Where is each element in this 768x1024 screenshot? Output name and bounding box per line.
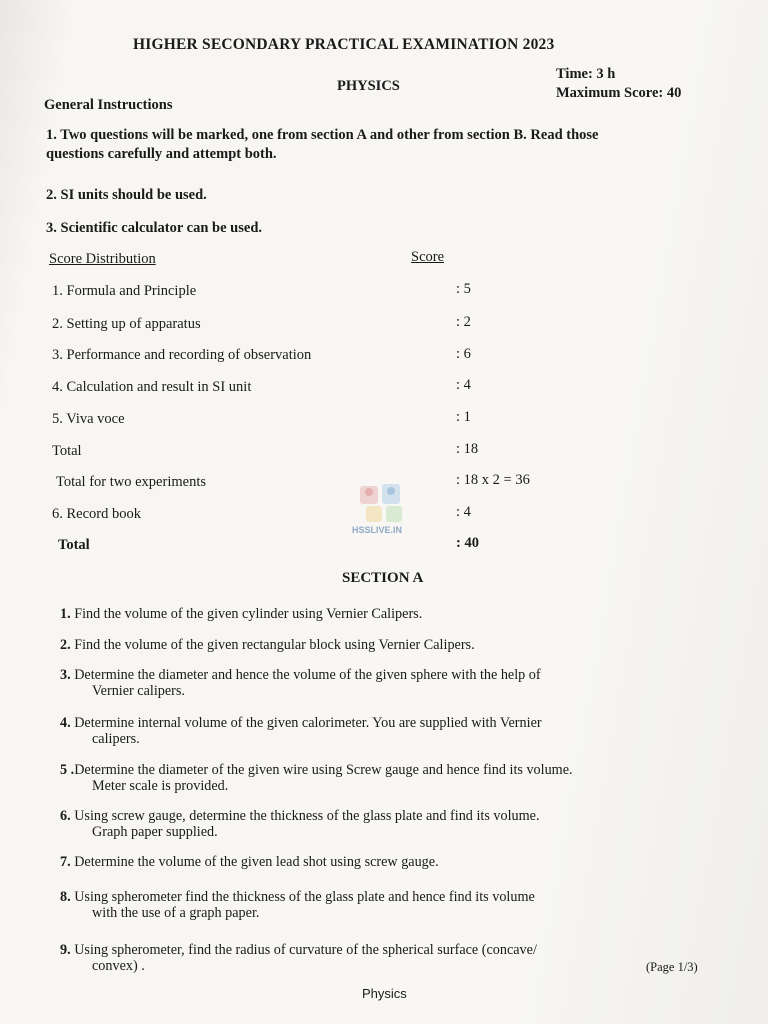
score-row-label: 5. Viva voce [52, 411, 125, 427]
question-item [60, 854, 720, 870]
time-label: Time: 3 h [556, 66, 616, 82]
question-text: Determine internal volume of the given calorimeter. You are supplied with Vernier [74, 715, 542, 731]
question-text: Find the volume of the given cylinder using Vernier Calipers. [74, 606, 423, 622]
page-number: (Page 1/3) [646, 960, 698, 974]
question-text: Determine the diameter and hence the volume of the given sphere with the help of [74, 667, 541, 683]
instruction-3: 3. Scientific calculator can be used. [46, 220, 263, 236]
question-text: Using screw gauge, determine the thickness of the glass plate and find its volume. [74, 808, 540, 824]
score-row-value: : 18 x 2 = 36 [456, 472, 530, 488]
score-row-value: : 5 [456, 281, 471, 297]
score-row-value: : 6 [456, 346, 471, 362]
hsslive-logo-icon [352, 478, 410, 530]
score-row-value: : 1 [456, 409, 471, 425]
score-row-value: : 40 [456, 535, 479, 551]
score-row-label: 4. Calculation and result in SI unit [52, 379, 252, 395]
question-text: Using spherometer, find the radius of curvature of the spherical surface (concave/ [74, 942, 537, 958]
question-item [60, 762, 720, 794]
question-number: 4. [60, 715, 71, 731]
exam-title: HIGHER SECONDARY PRACTICAL EXAMINATION 2023 [133, 36, 555, 53]
question-number: 3. [60, 667, 71, 683]
section-a-heading: SECTION A [342, 570, 424, 586]
question-text-continued: convex) . [92, 958, 145, 974]
question-text-continued: Graph paper supplied. [92, 824, 218, 840]
max-score-label: Maximum Score: 40 [556, 85, 682, 101]
score-row-label: Total for two experiments [56, 474, 206, 490]
question-item [60, 715, 720, 747]
question-text-continued: with the use of a graph paper. [92, 905, 260, 921]
question-item [60, 942, 720, 974]
question-text-continued: Vernier calipers. [92, 683, 185, 699]
question-item [60, 606, 720, 622]
question-text: Determine the volume of the given lead shot using screw gauge. [74, 854, 439, 870]
question-text: Find the volume of the given rectangular block using Vernier Calipers. [74, 637, 475, 653]
question-number: 9. [60, 942, 71, 958]
instruction-1 [46, 126, 599, 164]
score-column-heading: Score [411, 249, 445, 265]
score-row-label: Total [52, 443, 82, 459]
question-text: Using spherometer find the thickness of the glass plate and hence find its volume [74, 889, 535, 905]
score-row-label: 1. Formula and Principle [52, 283, 197, 299]
question-text-continued: Meter scale is provided. [92, 778, 229, 794]
instruction-2: 2. SI units should be used. [46, 187, 207, 203]
question-number: 8. [60, 889, 71, 905]
footer-subject: Physics [362, 986, 407, 1001]
score-row-value: : 4 [456, 377, 471, 393]
question-number: 1. [60, 606, 71, 622]
score-row-label: 6. Record book [52, 506, 141, 522]
question-item [60, 889, 720, 921]
score-row-label: Total [58, 537, 90, 553]
question-item [60, 667, 720, 699]
instruction-1-line2: questions carefully and attempt both. [46, 146, 277, 162]
question-number: 7. [60, 854, 71, 870]
score-row-value: : 2 [456, 314, 471, 330]
score-row-value: : 4 [456, 504, 471, 520]
question-number: 6. [60, 808, 71, 824]
subject-title: PHYSICS [337, 78, 400, 94]
question-item [60, 637, 720, 653]
score-row-label: 3. Performance and recording of observation [52, 347, 312, 363]
question-text: Determine the diameter of the given wire using Screw gauge and hence find its volume. [74, 762, 573, 778]
question-number: 2. [60, 637, 71, 653]
score-distribution-heading: Score Distribution [49, 251, 156, 267]
question-number: 5 . [60, 762, 75, 778]
general-instructions-heading: General Instructions [44, 97, 173, 113]
score-row-value: : 18 [456, 441, 479, 457]
instruction-1-line1: 1. Two questions will be marked, one from section A and other from section B. Read those [46, 127, 599, 143]
score-row-label: 2. Setting up of apparatus [52, 316, 201, 332]
question-item [60, 808, 720, 840]
question-text-continued: calipers. [92, 731, 140, 747]
watermark-text: HSSLIVE.IN [352, 525, 403, 535]
